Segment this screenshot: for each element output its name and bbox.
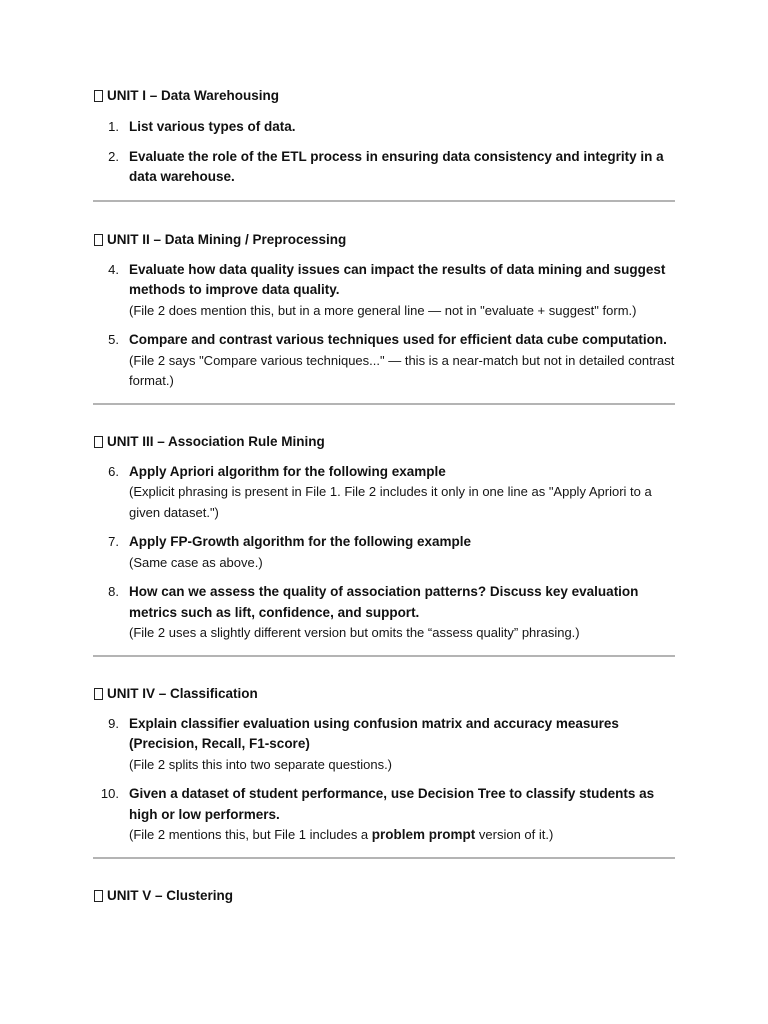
- unit-heading: [93, 86, 675, 106]
- unit-section: [93, 886, 675, 906]
- missing-glyph-icon: [94, 234, 103, 246]
- question-number: 10.: [100, 786, 119, 801]
- question-number: 2.: [108, 148, 119, 164]
- question-text: Apply FP-Growth algorithm for the following example: [129, 534, 472, 549]
- question-text: How can we assess the quality of association patterns? Discuss key evaluation metrics such as lift, confidence, and support.: [129, 584, 639, 620]
- question-note: (Same case as above.): [129, 554, 263, 570]
- question-note: (File 2 splits this into two separate questions.): [129, 756, 393, 772]
- question-list: [93, 260, 675, 392]
- list-item: [93, 117, 675, 138]
- unit-title: UNIT V – Clustering: [107, 887, 234, 903]
- question-note: (File 2 uses a slightly different version but omits the “assess quality” phrasing.): [129, 625, 580, 640]
- missing-glyph-icon: [94, 688, 103, 700]
- note-text: version of it.): [475, 827, 554, 842]
- question-text: Compare and contrast various techniques used for efficient data cube computation.: [129, 332, 667, 347]
- question-text: Evaluate how data quality issues can impact the results of data mining and suggest methods to improve data quality.: [129, 261, 666, 297]
- question-number: 8.: [108, 584, 119, 599]
- section-divider: [93, 655, 675, 657]
- question-note: (File 2 does mention this, but in a more general line — not in "evaluate + suggest" form.): [129, 302, 637, 318]
- unit-section: [93, 86, 675, 188]
- unit-section: [93, 432, 675, 644]
- unit-title: UNIT IV – Classification: [107, 685, 258, 701]
- unit-heading: [93, 230, 675, 250]
- unit-section: [93, 230, 675, 392]
- question-text: List various types of data.: [129, 119, 296, 134]
- list-item: [93, 260, 675, 322]
- question-text: Apply Apriori algorithm for the following example: [129, 463, 446, 479]
- list-item: [93, 147, 675, 188]
- question-number: 7.: [108, 534, 119, 549]
- question-text: Explain classifier evaluation using confusion matrix and accuracy measures (Precision, Recall, F1-score): [129, 715, 619, 751]
- unit-title: UNIT I – Data Warehousing: [107, 88, 280, 103]
- unit-section: [93, 684, 675, 846]
- section-divider: [93, 403, 675, 405]
- question-number: 9.: [108, 715, 119, 731]
- list-item: [93, 784, 675, 846]
- note-text: (File 2 mentions this, but File 1 includes a: [129, 827, 372, 842]
- unit-heading: [93, 432, 675, 452]
- question-number: 6.: [108, 463, 119, 479]
- question-list: [93, 462, 675, 644]
- unit-heading: [93, 684, 675, 704]
- list-item: [93, 532, 675, 573]
- question-text: Evaluate the role of the ETL process in ensuring data consistency and integrity in a data warehouse.: [129, 148, 664, 184]
- unit-title: UNIT II – Data Mining / Preprocessing: [107, 231, 347, 247]
- question-number: 4.: [108, 261, 119, 277]
- list-item: [93, 582, 675, 644]
- list-item: [93, 714, 675, 776]
- section-divider: [93, 200, 675, 202]
- unit-heading: [93, 886, 675, 906]
- list-item: [93, 462, 675, 524]
- question-note: [129, 825, 675, 846]
- missing-glyph-icon: [94, 90, 103, 102]
- missing-glyph-icon: [94, 890, 103, 902]
- missing-glyph-icon: [94, 436, 103, 448]
- question-note: (Explicit phrasing is present in File 1. File 2 includes it only in one line as "Apply Apriori to a given dataset."): [129, 484, 652, 520]
- list-item: [93, 330, 675, 392]
- question-number: 1.: [108, 119, 119, 134]
- document-content: [93, 86, 675, 906]
- question-number: 5.: [108, 332, 119, 347]
- section-divider: [93, 857, 675, 859]
- question-text: Given a dataset of student performance, use Decision Tree to classify students as high or low performers.: [129, 786, 655, 822]
- question-list: [93, 117, 675, 188]
- question-list: [93, 714, 675, 846]
- note-emphasis: problem prompt: [371, 827, 476, 842]
- unit-title: UNIT III – Association Rule Mining: [107, 433, 325, 449]
- question-note: (File 2 says "Compare various techniques..." — this is a near-match but not in detailed contrast format.): [129, 352, 675, 388]
